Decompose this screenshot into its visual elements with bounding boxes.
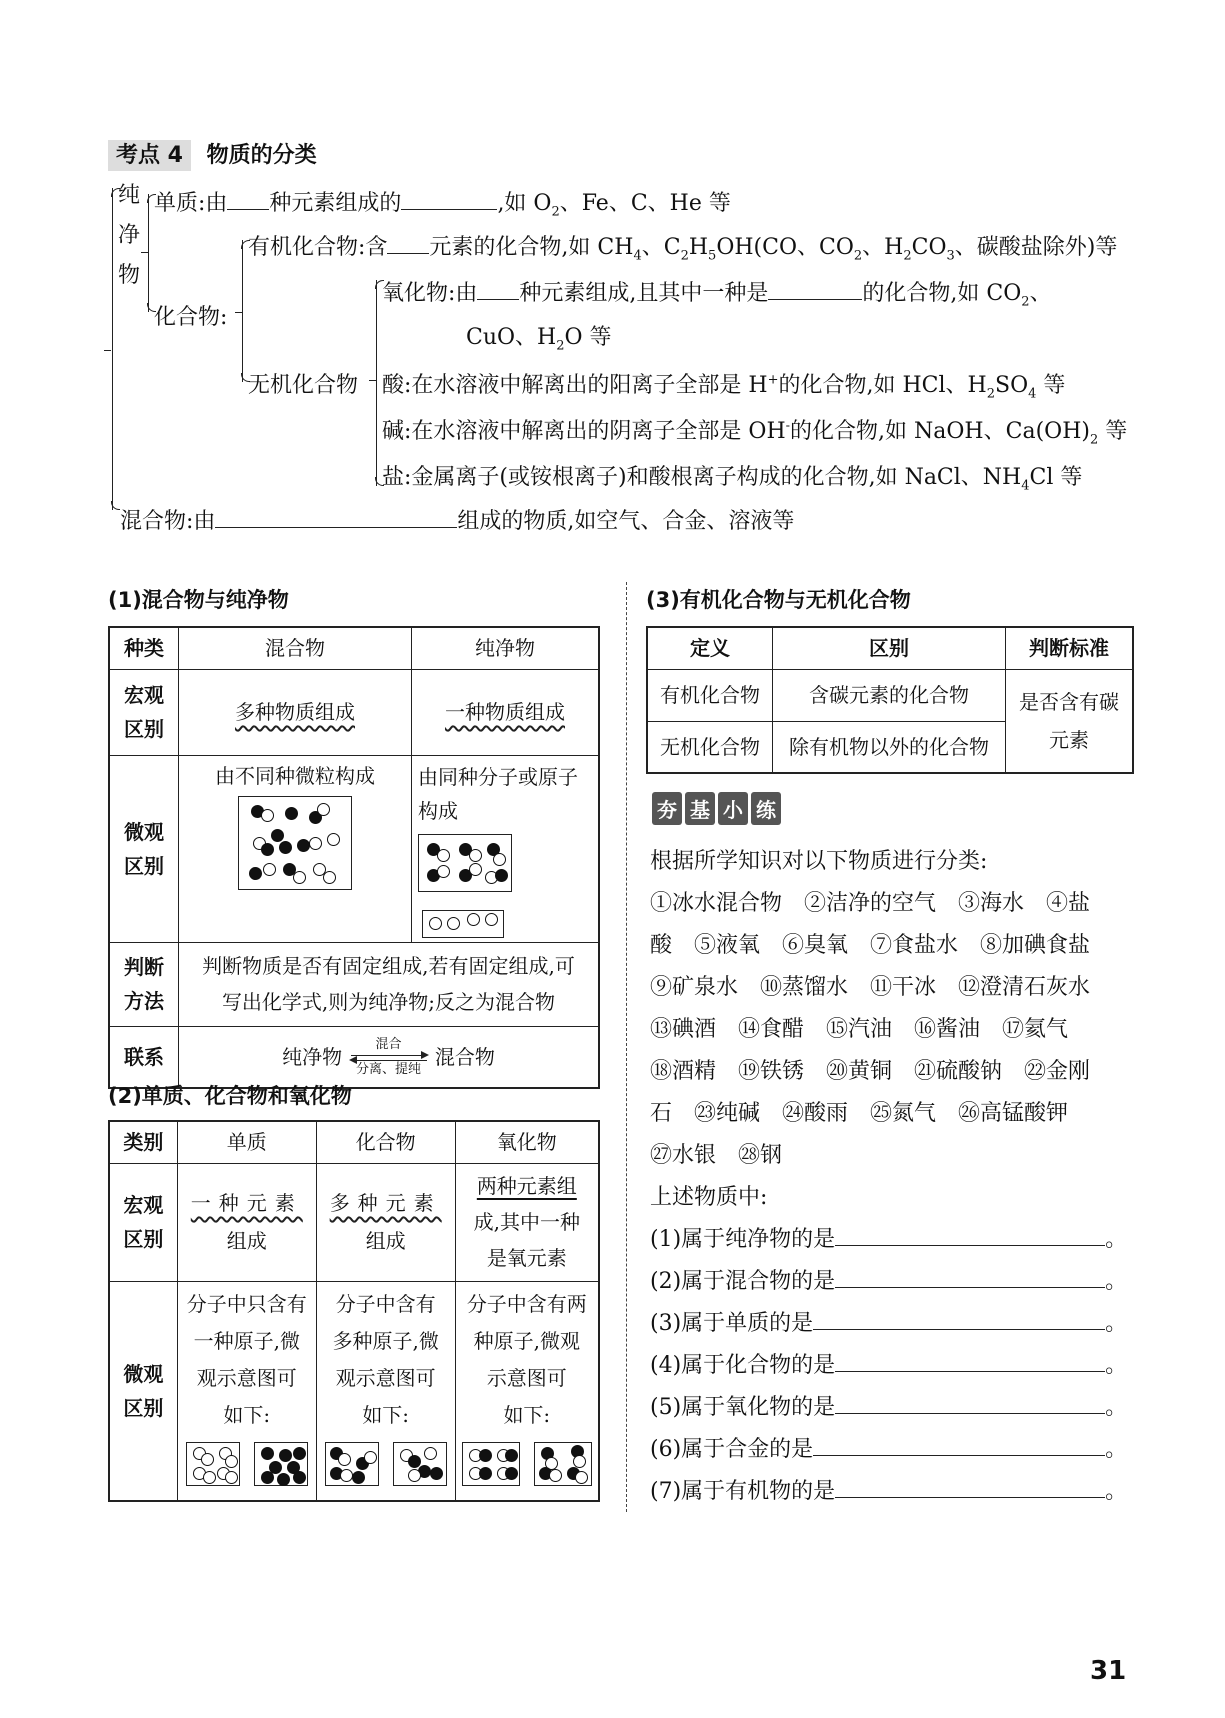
main-brace [112,188,113,510]
pure-label-3: 物 [118,263,141,288]
salt-line: 盐:金属离子(或铵根离子)和酸根离子构成的化合物,如 NaCl、$NH_4Cl$ 等 [382,465,1083,494]
compound-label: 化合物: [154,305,228,330]
t1-head-type: 种类 [109,627,179,669]
practice-line-3: ⑨矿泉水 ⑩蒸馏水 ⑪干冰 ⑫澄清石灰水 [650,975,1091,1000]
practice-line-6: 石 ㉓纯碱 ㉔酸雨 ㉕氮气 ㉖高锰酸钾 [650,1101,1069,1126]
oxide-line: 氧化物:由 种元素组成,且其中一种是 的化合物,如 $CO_2$、 [382,281,1052,310]
t2-r2-label: 微观 区别 [109,1281,177,1501]
column-divider [626,582,627,1512]
question-5: (5)属于氧化物的是 。 [650,1395,1128,1420]
answer-blank-1[interactable] [835,1225,1105,1246]
pure-label-1: 纯 [118,183,141,208]
practice-line-4: ⑬碘酒 ⑭食醋 ⑮汽油 ⑯酱油 ⑰氦气 [650,1017,1069,1042]
t3-head-criterion: 判断标准 [1006,627,1134,669]
t3-r2-def: 无机化合物 [647,721,773,773]
answer-blank-2[interactable] [835,1267,1105,1288]
table3-title: (3)有机化合物与无机化合物 [646,588,911,612]
main-brace-nub [104,350,111,351]
t2-head-element: 单质 [177,1121,316,1163]
element-line: 单质:由 种元素组成的 ,如 $O_2$、Fe、C、He 等 [154,191,731,220]
t1-r2-mix [179,755,412,942]
question-4: (4)属于化合物的是 。 [650,1353,1128,1378]
t1-r1-pure: 一种物质组成 [412,669,600,755]
table-mixture-pure [108,626,600,1089]
t3-head-def: 定义 [647,627,773,669]
t2-head-oxide: 氧化物 [455,1121,599,1163]
practice-badge: 夯 基 小 练 [652,792,784,825]
practice-line-7: ㉗水银 ㉘钢 [650,1143,783,1168]
t1-r4-label: 联系 [109,1026,179,1088]
t1-r2-pure-text: 由同种分子或原子构成 [418,764,578,823]
section-heading [108,138,317,169]
t1-head-pure: 纯净物 [412,627,600,669]
answer-blank-6[interactable] [813,1435,1105,1456]
section-tag: 考点 4 [108,140,191,171]
relation-arrows: 混合 分离、提纯 [349,1043,429,1073]
t3-r1-diff: 含碳元素的化合物 [773,669,1006,721]
compound-brace [242,240,243,382]
t2-head-compound: 化合物 [316,1121,455,1163]
element-diagram-2 [254,1442,308,1486]
t1-r3-text: 判断物质是否有固定组成,若有固定组成,可 写出化学式,则为纯净物;反之为混合物 [179,942,600,1026]
t2-r2-oxide: 分子中含有两 种原子,微观 示意图可 如下: [455,1281,599,1501]
question-1: (1)属于纯净物的是 。 [650,1227,1128,1252]
answer-blank-4[interactable] [835,1351,1105,1372]
compound-diagram-1 [325,1442,379,1486]
compound-brace-nub [235,312,242,313]
t1-r1-mix: 多种物质组成 [179,669,412,755]
base-line: 碱:在水溶液中解离出的阴离子全部是 OH-的化合物,如 NaOH、$Ca(OH)_2$ 等 [382,418,1128,448]
inorganic-brace [376,280,377,486]
element-diagram-1 [186,1442,240,1486]
question-7: (7)属于有机物的是 。 [650,1479,1128,1504]
practice-line-2: 酸 ⑤液氧 ⑥臭氧 ⑦食盐水 ⑧加碘食盐 [650,933,1091,958]
oxide-diagram-2 [534,1442,592,1486]
t1-r4-relation: 纯净物 混合 分离、提纯 混合物 [179,1026,600,1088]
table1-title: (1)混合物与纯净物 [108,588,289,612]
t3-r1-def: 有机化合物 [647,669,773,721]
mixture-diagram [238,796,352,890]
oxide-line-2: CuO、$H_2O$ 等 [466,325,612,354]
pure-brace [148,194,149,312]
t1-r1-label: 宏观 区别 [109,669,179,755]
t2-r2-element: 分子中只含有 一种原子,微 观示意图可 如下: [177,1281,316,1501]
section-title: 物质的分类 [206,143,317,168]
pure-label-2: 净 [118,223,141,248]
acid-line: 酸:在水溶液中解离出的阳离子全部是 H+的化合物,如 HCl、$H_2SO_4$ 等 [382,372,1066,402]
pure-molecule-diagram [418,834,512,892]
question-2: (2)属于混合物的是 。 [650,1269,1128,1294]
practice-line-1: ①冰水混合物 ②洁净的空气 ③海水 ④盐 [650,891,1091,916]
t1-head-mixture: 混合物 [179,627,412,669]
table2-title: (2)单质、化合物和氧化物 [108,1084,352,1108]
question-6: (6)属于合金的是 。 [650,1437,1128,1462]
inorganic-brace-nub [369,380,376,381]
practice-lead: 上述物质中: [650,1185,768,1210]
t2-r2-compound: 分子中含有 多种原子,微 观示意图可 如下: [316,1281,455,1501]
compound-diagram-2 [393,1442,447,1486]
mixture-line: 混合物:由 组成的物质,如空气、合金、溶液等 [120,509,795,534]
practice-intro: 根据所学知识对以下物质进行分类: [650,849,988,874]
answer-blank-5[interactable] [835,1393,1105,1414]
t2-r1-oxide: 两种元素组 成,其中一种 是氧元素 [455,1163,599,1281]
t1-r3-label: 判断 方法 [109,942,179,1026]
organic-line: 有机化合物:含 元素的化合物,如 $CH_4$、$C_2H_5OH(CO$、$CO_2$、$H_2CO_3$、碳酸盐除外)等 [248,235,1118,264]
t2-head-category: 类别 [109,1121,177,1163]
t3-head-diff: 区别 [773,627,1006,669]
t1-r2-pure [412,755,600,942]
page-number: 31 [1090,1656,1127,1686]
table-element-compound-oxide [108,1120,600,1502]
t2-r1-compound: 多种元素 组成 [316,1163,455,1281]
inorganic-label: 无机化合物 [248,373,359,398]
pure-brace-nub [141,252,148,253]
answer-blank-3[interactable] [813,1309,1105,1330]
t2-r1-label: 宏观 区别 [109,1163,177,1281]
pure-atom-diagram [422,910,504,938]
t2-r1-element: 一种元素 组成 [177,1163,316,1281]
t1-r2-label: 微观 区别 [109,755,179,942]
practice-line-5: ⑱酒精 ⑲铁锈 ⑳黄铜 ㉑硫酸钠 ㉒金刚 [650,1059,1091,1084]
t1-r2-mix-text: 由不同种微粒构成 [215,763,375,788]
table-organic-inorganic [646,626,1134,774]
oxide-diagram-1 [462,1442,520,1486]
answer-blank-7[interactable] [835,1477,1105,1498]
t3-r2-diff: 除有机物以外的化合物 [773,721,1006,773]
t3-criterion: 是否含有碳元素 [1006,669,1134,773]
question-3: (3)属于单质的是 。 [650,1311,1128,1336]
